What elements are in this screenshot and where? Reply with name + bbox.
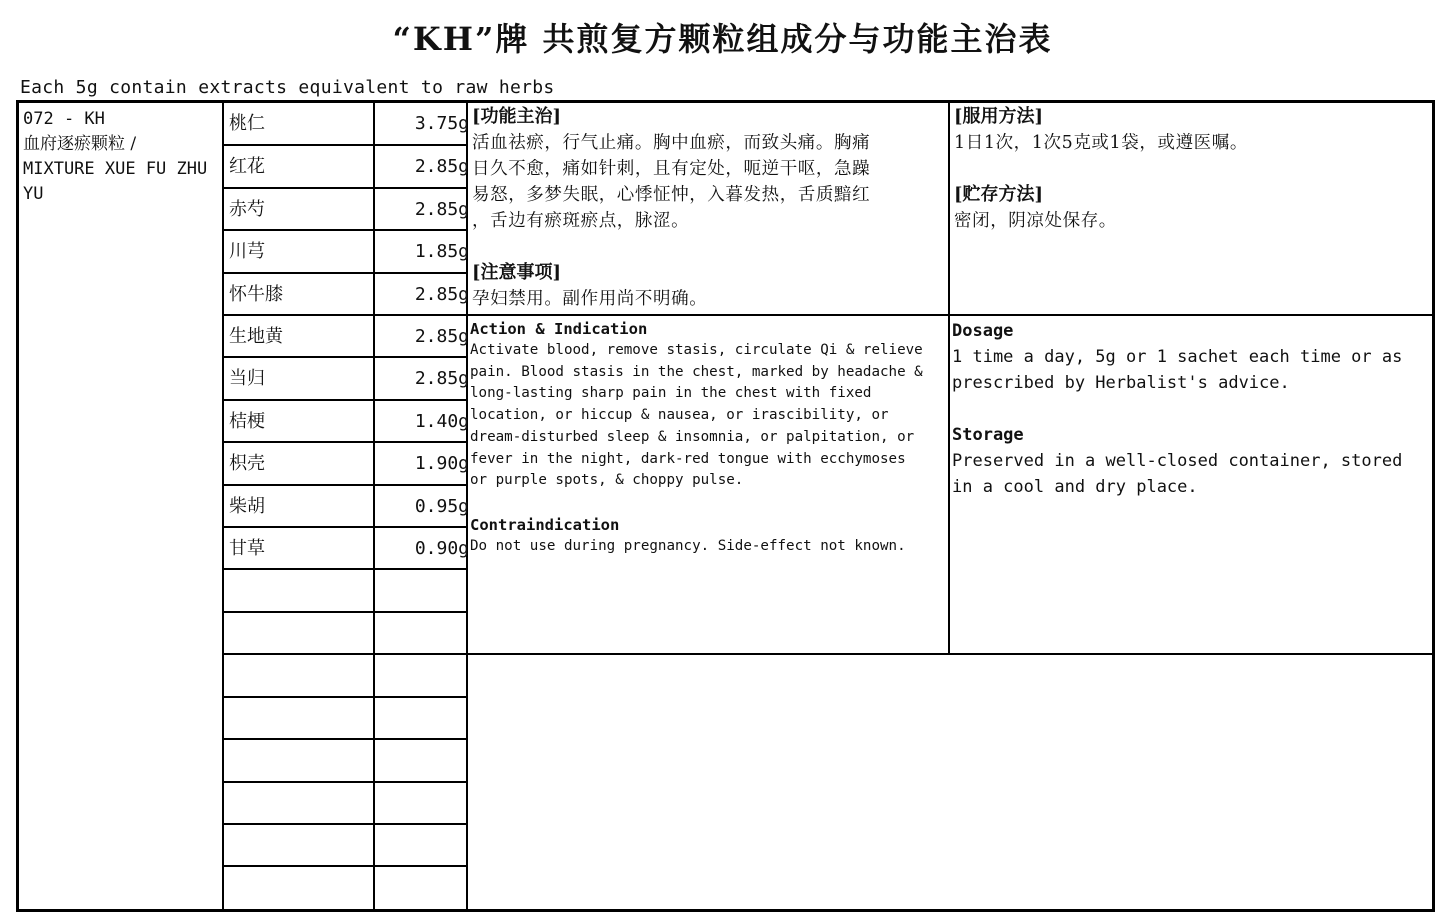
subtitle: Each 5g contain extracts equivalent to raw herbs — [20, 77, 555, 98]
herb-name: 生地黄 — [229, 326, 283, 347]
herb-quantity: 2.85g — [414, 199, 469, 220]
herb-quantity: 2.85g — [414, 326, 469, 347]
divider — [948, 103, 950, 655]
contraindication-en-text: Do not use during pregnancy. Side-effect not known. — [470, 537, 906, 554]
indication-en-line: dream-disturbed sleep & insomnia, or palpitation, or — [470, 428, 915, 445]
herb-name: 桃仁 — [229, 113, 265, 134]
herb-quantity: 1.85g — [414, 241, 469, 262]
indication-zh — [472, 104, 944, 312]
herb-quantity: 1.90g — [414, 453, 469, 474]
herb-quantity: 3.75g — [414, 113, 469, 134]
storage-en-line: in a cool and dry place. — [952, 477, 1198, 497]
indication-zh-line: 日久不愈，痛如针刺，且有定处，呃逆干呕，急躁 — [472, 159, 871, 179]
indication-en — [470, 318, 946, 558]
divider — [466, 314, 1432, 316]
dosage-en — [952, 318, 1424, 500]
indication-en-line: pain. Blood stasis in the chest, marked by headache & — [470, 363, 923, 380]
herb-quantity: 2.85g — [414, 368, 469, 389]
divider — [222, 653, 468, 655]
formula-table — [16, 100, 1435, 912]
product-code: 072 - KH — [23, 109, 105, 129]
section-heading: [贮存方法] — [954, 184, 1044, 205]
page-title: “KH”牌 共煎复方颗粒组成分与功能主治表 — [392, 20, 1053, 58]
dosage-en-line: prescribed by Herbalist's advice. — [952, 373, 1290, 393]
product-name-en: MIXTURE XUE FU ZHU — [23, 159, 208, 179]
dosage-en-line: 1 time a day, 5g or 1 sachet each time or as — [952, 347, 1403, 367]
dosage-zh-text: 1日1次，1次5克或1袋，或遵医嘱。 — [954, 133, 1248, 153]
indication-en-line: or purple spots, & choppy pulse. — [470, 472, 744, 489]
divider — [222, 865, 468, 867]
section-heading: Action & Indication — [470, 320, 648, 338]
section-heading: [功能主治] — [472, 106, 562, 127]
dosage-zh — [954, 104, 1424, 234]
indication-zh-line: 活血祛瘀，行气止痛。胸中血瘀，而致头痛。胸痛 — [472, 133, 871, 153]
section-heading: Dosage — [952, 321, 1014, 341]
product-name-zh: 血府逐瘀颗粒 / — [23, 134, 137, 154]
herb-name: 柴胡 — [229, 496, 265, 517]
divider — [222, 696, 468, 698]
divider — [222, 738, 468, 740]
herb-quantity: 0.90g — [414, 538, 469, 559]
storage-zh-text: 密闭，阴凉处保存。 — [954, 211, 1117, 231]
section-heading: Storage — [952, 425, 1024, 445]
herb-quantity: 2.85g — [414, 284, 469, 305]
divider — [222, 781, 468, 783]
section-heading: [服用方法] — [954, 106, 1044, 127]
herb-quantity: 1.40g — [414, 411, 469, 432]
indication-en-line: Activate blood, remove stasis, circulate Qi & relieve — [470, 342, 923, 358]
herb-name: 枳壳 — [229, 453, 265, 474]
divider — [222, 611, 468, 613]
product-name-en: YU — [23, 184, 44, 204]
indication-en-line: fever in the night, dark-red tongue with ecchymoses — [470, 450, 906, 467]
herb-quantity: 0.95g — [414, 496, 469, 517]
indication-en-line: long-lasting sharp pain in the chest with fixed — [470, 385, 872, 402]
divider — [222, 103, 224, 909]
caution-zh-text: 孕妇禁用。副作用尚不明确。 — [472, 289, 708, 309]
herb-name: 当归 — [229, 368, 265, 389]
herb-name: 桔梗 — [229, 411, 265, 432]
divider — [466, 653, 1432, 655]
indication-zh-line: 易怒，多梦失眠，心悸怔忡，入暮发热，舌质黯红 — [472, 185, 871, 205]
herb-name: 怀牛膝 — [229, 284, 283, 305]
herb-name: 川芎 — [229, 241, 265, 262]
storage-en-line: Preserved in a well-closed container, stored — [952, 451, 1403, 471]
section-heading: [注意事项] — [472, 262, 562, 283]
indication-en-line: location, or hiccup & nausea, or irascibility, or — [470, 407, 889, 424]
product-info — [23, 107, 221, 207]
herb-name: 红花 — [229, 156, 265, 177]
herb-quantity: 2.85g — [414, 156, 469, 177]
herb-name: 赤芍 — [229, 199, 265, 220]
divider — [222, 823, 468, 825]
indication-zh-line: ，舌边有瘀斑瘀点，脉涩。 — [472, 211, 690, 231]
section-heading: Contraindication — [470, 515, 620, 534]
herb-name: 甘草 — [229, 538, 265, 559]
